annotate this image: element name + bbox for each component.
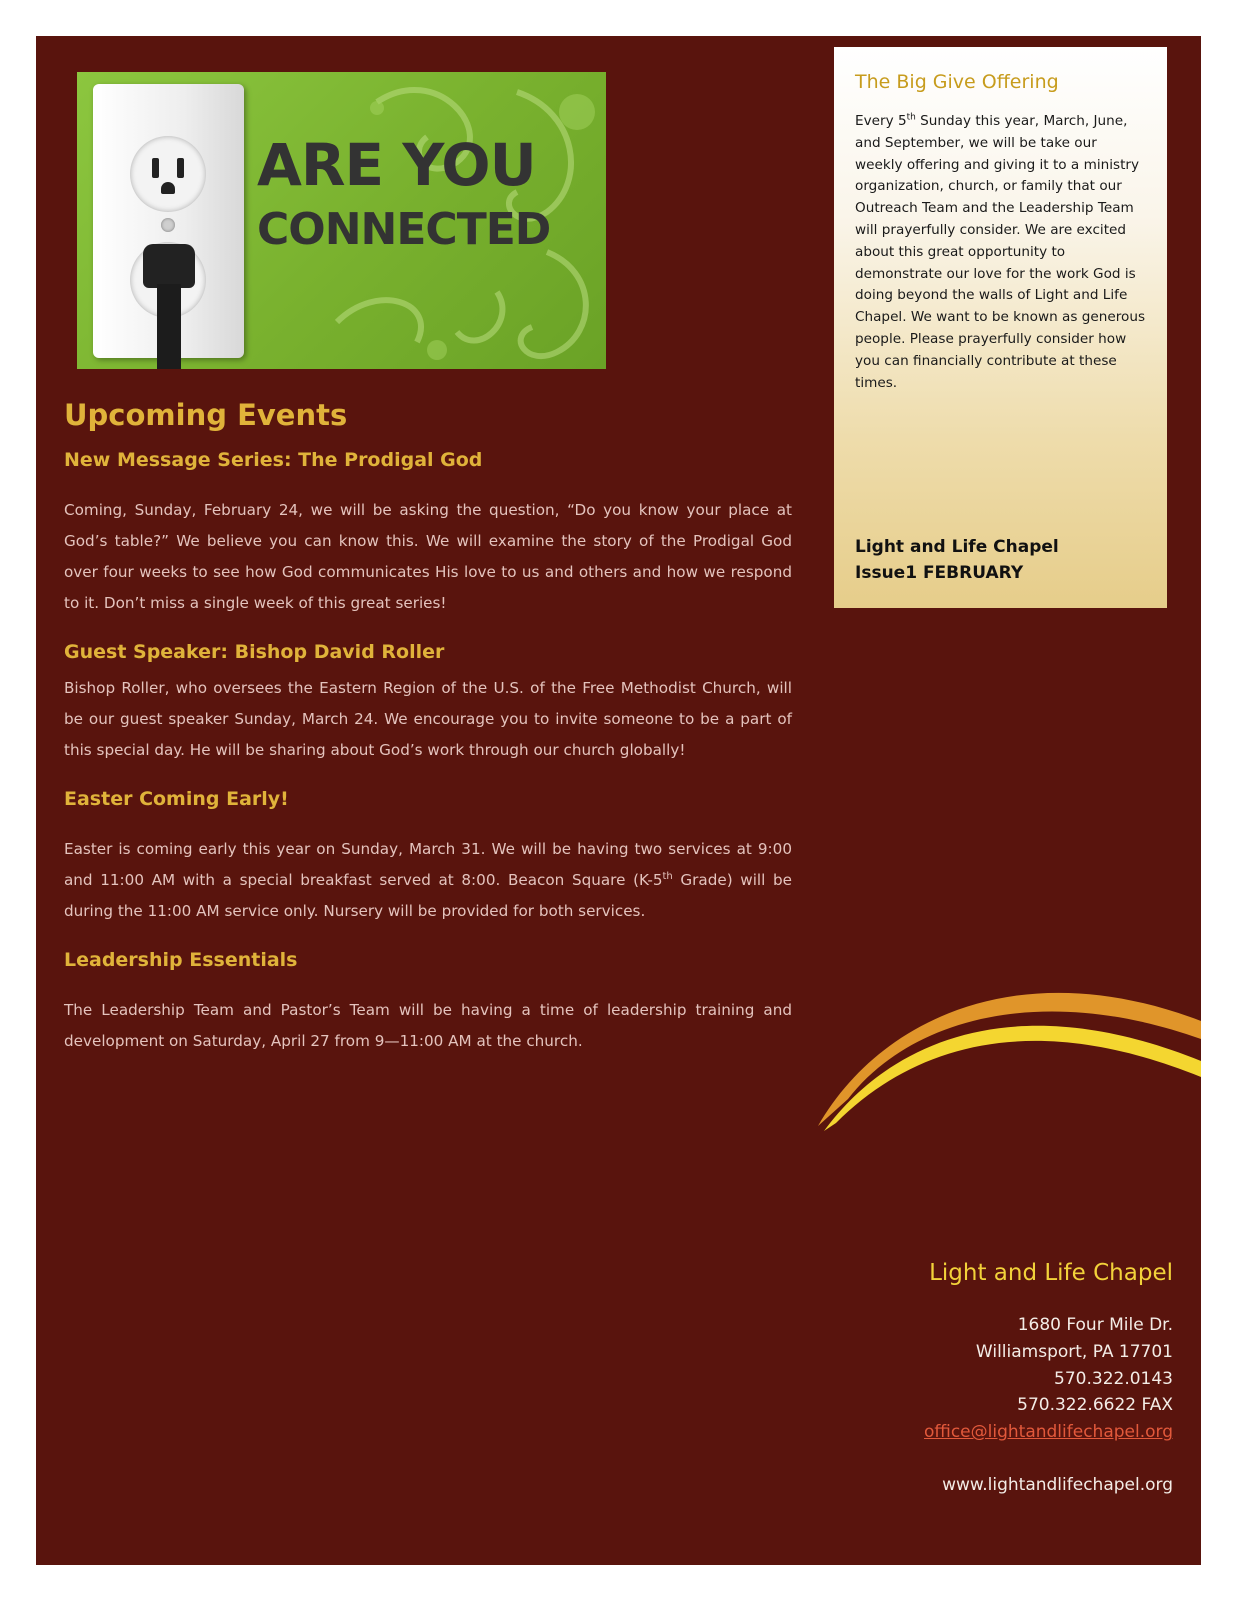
sidebar-body-part: Every 5: [855, 113, 907, 129]
socket-top: [130, 136, 206, 212]
banner-image: [77, 72, 606, 369]
contact-phone: 570.322.0143: [1054, 1368, 1173, 1389]
sidebar-body: [855, 111, 1147, 394]
contact-block: [924, 1260, 1173, 1498]
banner-title: [257, 131, 597, 255]
banner-title-line2: CONNECTED: [257, 204, 551, 255]
outlet-plate: [93, 84, 244, 358]
contact-website-link[interactable]: www.lightandlifechapel.org: [942, 1474, 1173, 1495]
sidebar-footer-name: Light and Life Chapel: [855, 537, 1059, 557]
plug-icon: [143, 244, 195, 288]
swoosh-decoration-icon: [818, 981, 1201, 1131]
events-column: [64, 398, 792, 1057]
event-body-part: Grade) will be during the 11:00 AM service only. Nursery will be provided for both services.: [64, 871, 792, 920]
newsletter-page: [36, 36, 1201, 1565]
sidebar-footer: [855, 534, 1059, 586]
sidebar-body-part: Sunday this year, March, June, and September, we will be take our weekly offering and giving it to a ministry organization, church, or family that our Outreach Team and the Leadership Team will prayerfully consider. We are excited about this great opportunity to demonstrate our love for the work God is doing beyond the walls of Light and Life Chapel. We want to be known as generous people. Please prayerfully consider how you can financially contribute at these times.: [855, 113, 1146, 391]
big-give-sidebar: [834, 47, 1167, 608]
sidebar-title: The Big Give Offering: [855, 71, 1059, 93]
contact-church-name: Light and Life Chapel: [929, 1260, 1173, 1286]
contact-address-line1: 1680 Four Mile Dr.: [1017, 1315, 1173, 1335]
events-heading: Upcoming Events: [64, 398, 348, 432]
event-body-part: Easter is coming early this year on Sunday, March 31. We will be having two services at 9:00 and 11:00 AM with a special breakfast served at 8:00. Beacon Square (K-5: [64, 840, 792, 889]
contact-fax: 570.322.6622 FAX: [1017, 1395, 1173, 1416]
contact-email-link[interactable]: office@lightandlifechapel.org: [924, 1422, 1173, 1443]
event-title: Leadership Essentials: [64, 949, 298, 971]
superscript: th: [662, 870, 673, 882]
event-body: [64, 834, 792, 927]
banner-title-line1: ARE YOU: [257, 131, 536, 199]
superscript: th: [906, 112, 916, 123]
contact-address-line2: Williamsport, PA 17701: [975, 1341, 1173, 1362]
event-body: Bishop Roller, who oversees the Eastern Region of the U.S. of the Free Methodist Church, will be our guest speaker Sunday, March 24. We encourage you to invite someone to be a part of this special day. He will be sharing about God’s work through our church globally!: [64, 679, 792, 759]
sidebar-footer-issue: Issue1 FEBRUARY: [855, 563, 1024, 583]
event-body: The Leadership Team and Pastor’s Team will be having a time of leadership training and development on Saturday, April 27 from 9—11:00 AM at the church.: [64, 1001, 792, 1050]
event-title: Guest Speaker: Bishop David Roller: [64, 641, 445, 663]
event-title: Easter Coming Early!: [64, 788, 289, 810]
event-title: New Message Series: The Prodigal God: [64, 449, 483, 471]
cord: [157, 284, 181, 369]
screw-icon: [161, 218, 175, 232]
event-body: Coming, Sunday, February 24, we will be asking the question, “Do you know your place at God’s table?” We believe you can know this. We will examine the story of the Prodigal God over four weeks to see how God communicates His love to us and others and how we respond to it. Don’t miss a single week of this great series!: [64, 501, 792, 612]
